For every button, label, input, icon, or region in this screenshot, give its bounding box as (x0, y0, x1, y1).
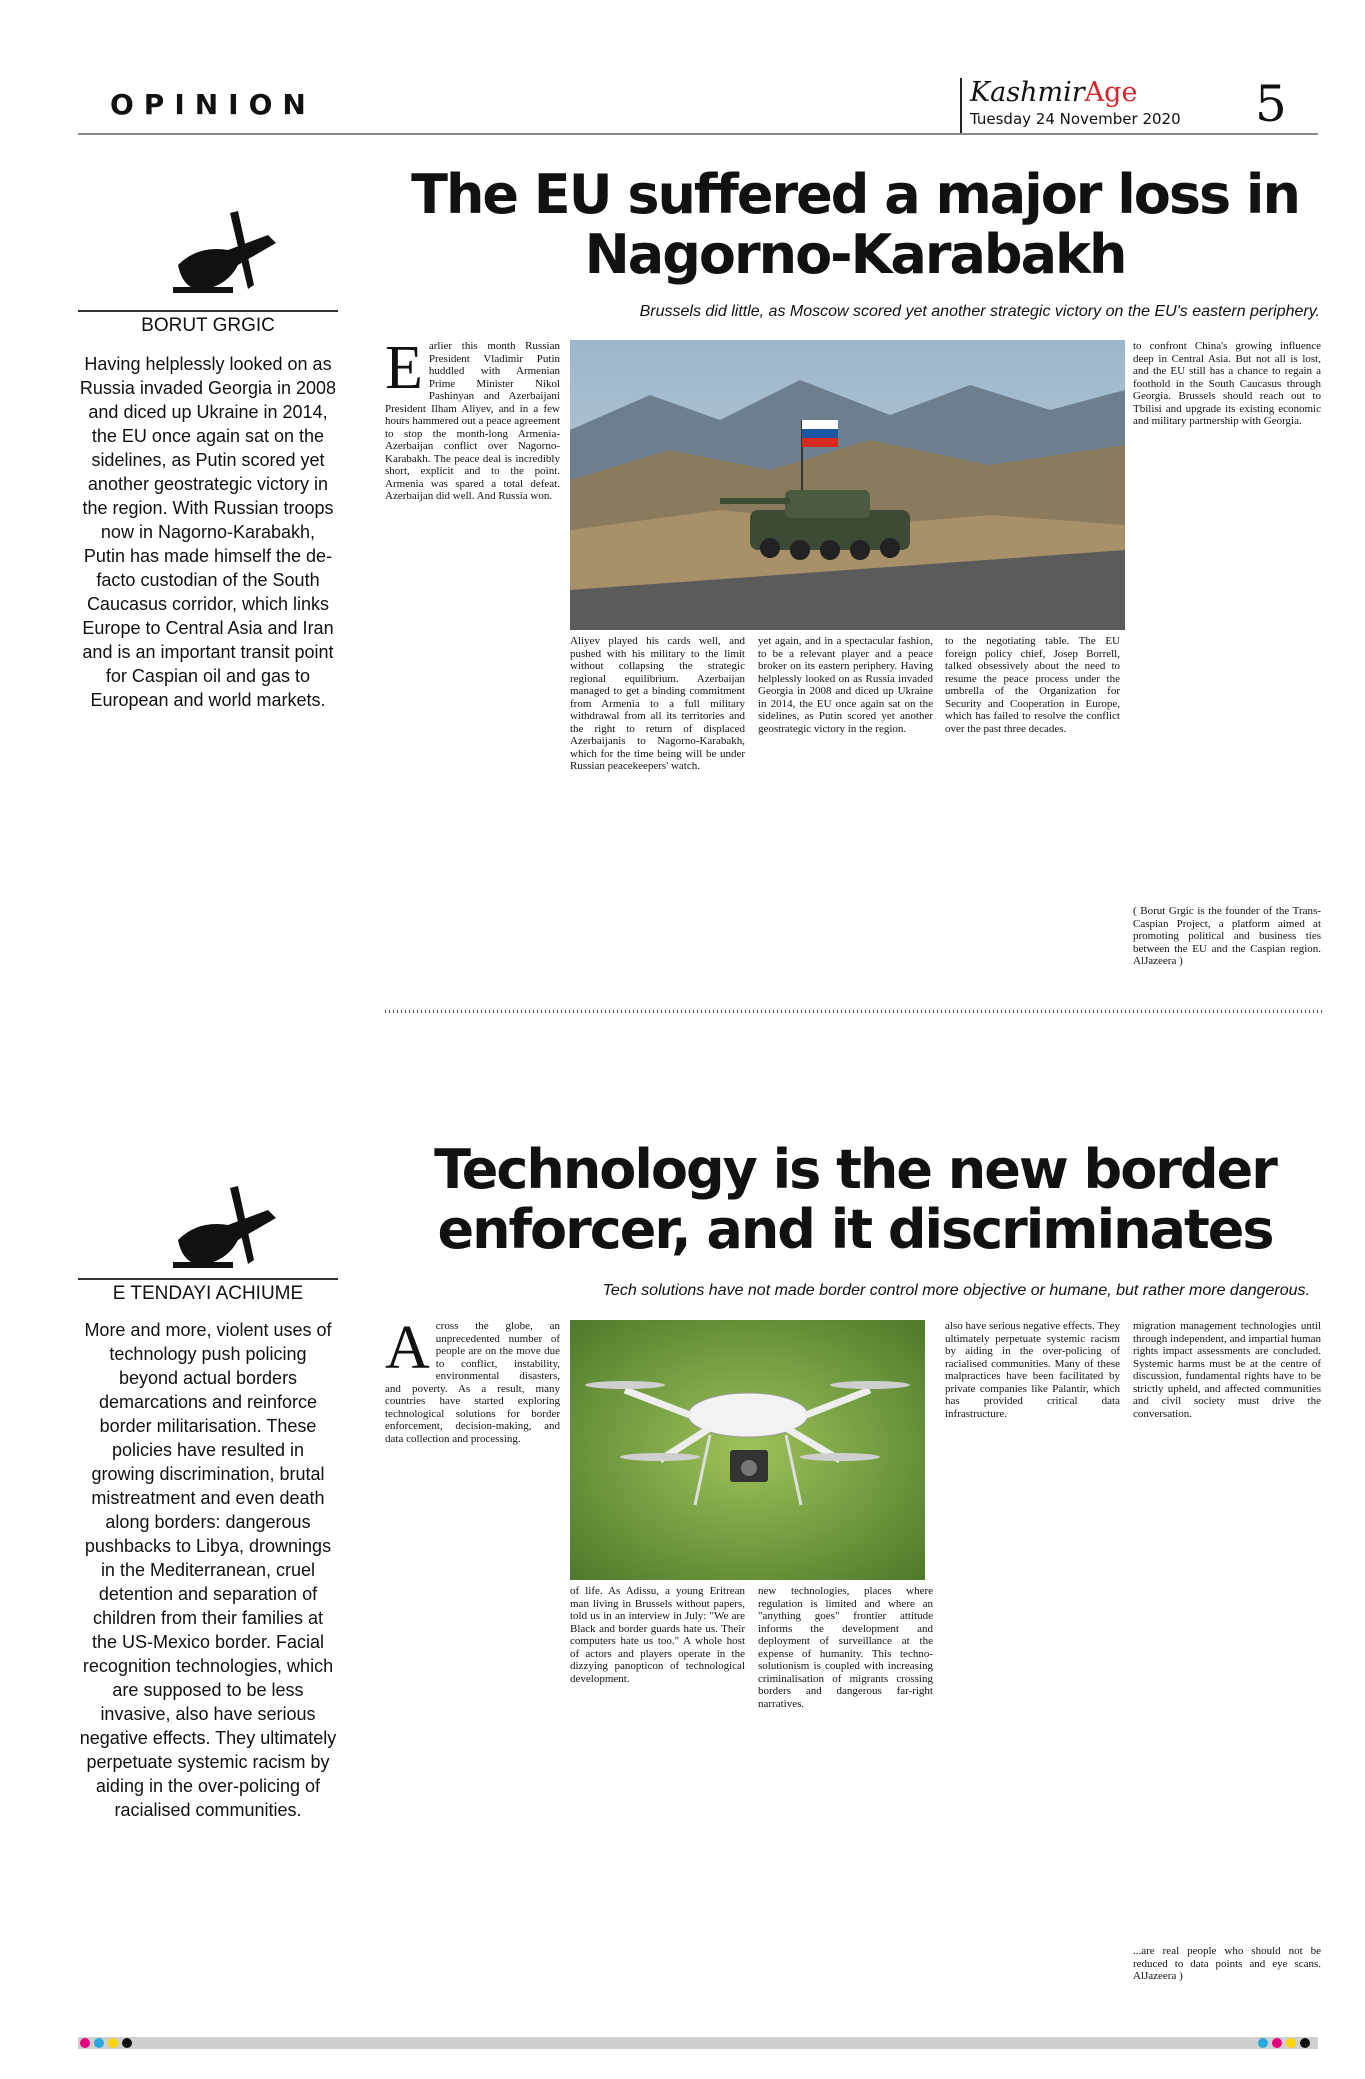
headline-line-1: The EU suffered a major loss in (411, 163, 1299, 226)
article-column-3: yet again, and in a spectacular fashion, to be a relevant player and a peace broker on its eastern periphery. Having helplessly looked on as Russia invaded Georgia in 2008 and diced up Ukraine in 2014, the EU once again sat on the sidelines, as Putin scored yet another geostrategic victory in the region. (758, 635, 933, 735)
article-column-1 (385, 340, 560, 980)
subhead: Tech solutions have not made border control more objective or humane, but rather more dangerous. (602, 1282, 1310, 1299)
dropcap: E (385, 340, 423, 402)
author-rule (78, 310, 338, 312)
author-name: BORUT GRGIC (141, 315, 275, 336)
issue-date: Tuesday 24 November 2020 (970, 110, 1181, 128)
headline (390, 1140, 1320, 1260)
article-column-4: also have serious negative effects. They ultimately perpetuate systemic racism by aiding in the over-policing of racialised communities. Many of these malpractices have been facilitated by private companies like Palantir, which has provided critical data infrastructure. (945, 1320, 1120, 1420)
masthead-name-b: Age (1084, 77, 1138, 108)
subhead: Brussels did little, as Moscow scored yet another strategic victory on the EU's eastern periphery. (639, 303, 1320, 320)
registration-dot (108, 2038, 118, 2048)
masthead-logo (970, 78, 1200, 108)
article-column-4: to the negotiating table. The EU foreign policy chief, Josep Borrell, talked obsessively about the need to resume the peace process under the umbrella of the Organization for Security and Cooperation in Europe, which has failed to resolve the conflict over the past three decades. (945, 635, 1120, 735)
standfirst: Having helplessly looked on as Russia invaded Georgia in 2008 and diced up Ukraine in 2014, the EU once again sat on the sidelines, as Putin scored yet another geostrategic victory in the region. With Russian troops now in Nagorno-Karabakh, Putin has made himself the de-facto custodian of the South Caucasus corridor, which links Europe to Central Asia and Iran and is an important transit point for Caspian oil and gas to European and world markets. (79, 354, 337, 710)
page-number: 5 (1255, 75, 1287, 133)
author-rule (78, 1278, 338, 1280)
article-column-2: of life. As Adissu, a young Eritrean man living in Brussels without papers, told us in an interview in July: "We are Black and border guards hate us. Their computers hate us too." A whole host of actors and players operate in the dizzying panopticon of technological development. (570, 1585, 745, 1685)
author-note: ...are real people who should not be reduced to data points and eye scans. AlJazeera ) (1133, 1945, 1321, 1982)
pen-hand-icon (158, 1180, 298, 1280)
column-text: arlier this month Russian President Vladimir Putin huddled with Armenian Prime Minister Nikol Pashinyan and Azerbaijani President Ilham Aliyev, and in a few hours hammered out a peace agreement to stop the month-long Armenia-Azerbaijan conflict over Nagorno-Karabakh. The peace deal is incredibly short, explicit and to the point. Armenia was spared a total defeat. Azerbaijan did well. And Russia won. (385, 340, 560, 502)
author-note: ( Borut Grgic is the founder of the Trans-Caspian Project, a platform aimed at promoting political and business ties between the EU and the Caspian region. AlJazeera ) (1133, 905, 1321, 967)
registration-dot (1286, 2038, 1296, 2048)
pen-hand-icon (158, 205, 298, 305)
header-rule (78, 133, 1318, 135)
article-column-1 (385, 1320, 560, 2010)
article-column-3: new technologies, places where regulation is limited and where an "anything goes" frontier attitude informs the development and deployment of surveillance at the expense of humanity. This techno-solutionism is coupled with increasing criminalisation of migrants crossing borders and dangerous far-right narratives. (758, 1585, 933, 1710)
drone-photo (570, 1320, 925, 1580)
column-text: cross the globe, an unprecedented number of people are on the move due to conflict, instability, environmental disasters, and poverty. As a result, many countries have started exploring technological solutions for border enforcement, decision-making, and data collection and processing. (385, 1320, 560, 1445)
headline-line-1: Technology is the new border (434, 1138, 1276, 1201)
registration-dot (80, 2038, 90, 2048)
article-divider (385, 1010, 1325, 1013)
standfirst: More and more, violent uses of technology push policing beyond actual borders demarcations and reinforce border militarisation. These policies have resulted in growing discrimination, brutal mistreatment and even death along borders: dangerous pushbacks to Libya, drownings in the Mediterranean, cruel detention and separation of children from their families at the US-Mexico border. Facial recognition technologies, which are supposed to be less invasive, also have serious negative effects. They ultimately perpetuate systemic racism by aiding in the over-policing of racialised communities. (79, 1320, 337, 1820)
article-column-5: to confront China's growing influence deep in Central Asia. But not all is lost, and the EU still has a chance to regain a foothold in the South Caucasus through Georgia. Brussels should reach out to Tbilisi and upgrade its existing economic and military partnership with Georgia. (1133, 340, 1321, 427)
masthead-name-a: Kashmir (970, 77, 1085, 108)
tank-photo (570, 340, 1125, 630)
registration-dot (1300, 2038, 1310, 2048)
registration-dot (94, 2038, 104, 2048)
article-column-2: Aliyev played his cards well, and pushed with his military to the limit without collapsing the strategic regional equilibrium. Azerbaijan managed to get a binding commitment from Armenia to a full military withdrawal from all its territories and the right to return of displaced Azerbaijanis to Nagorno-Karabakh, which for the time being will be under Russian peacekeepers' watch. (570, 635, 745, 772)
headline-line-2: enforcer, and it discriminates (437, 1198, 1273, 1261)
headline-line-2: Nagorno-Karabakh (584, 223, 1126, 286)
dropcap: A (385, 1320, 430, 1382)
section-label: OPINION (110, 88, 316, 121)
headline (390, 165, 1320, 285)
footer-bar (78, 2037, 1318, 2049)
masthead (960, 78, 1200, 134)
article-column-5: migration management technologies until through independent, and impartial human rights impact assessments are concluded. Systemic harms must be at the centre of discussion, fundamental rights have to be strictly upheld, and affected communities and civil society must drive the conversation. (1133, 1320, 1321, 1420)
registration-dot (1272, 2038, 1282, 2048)
registration-dot (1258, 2038, 1268, 2048)
author-name: E TENDAYI ACHIUME (112, 1283, 304, 1304)
registration-dot (122, 2038, 132, 2048)
